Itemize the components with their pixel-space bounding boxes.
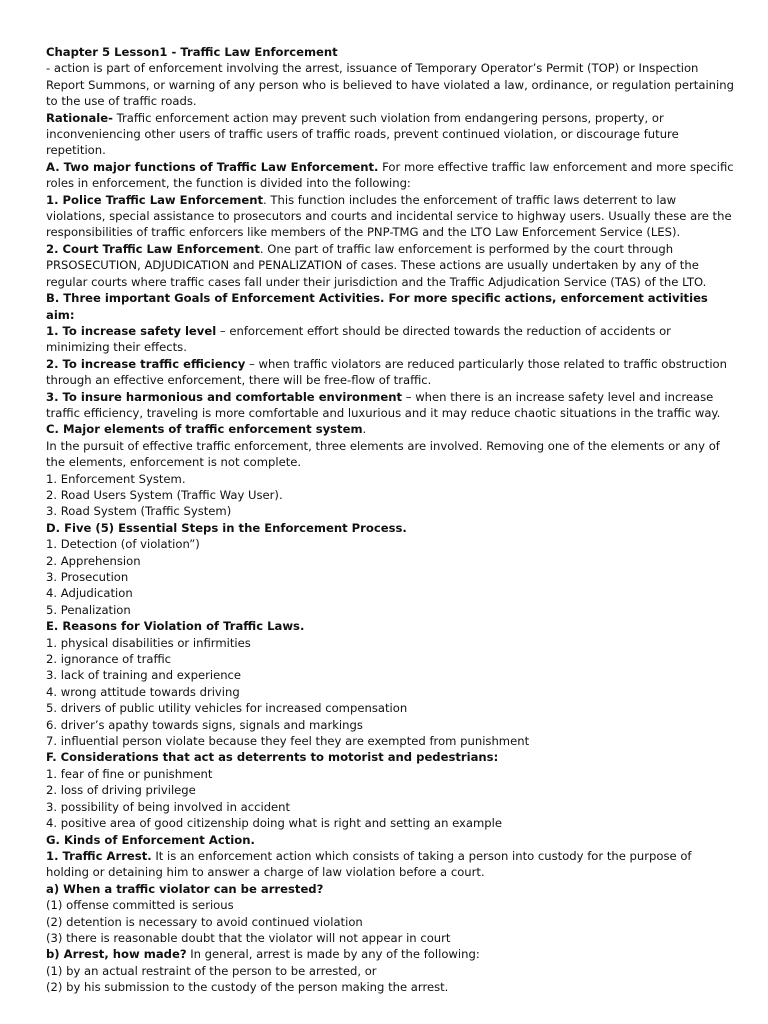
rationale-label: Rationale- — [46, 110, 113, 125]
section-g-item: 1. Traffic Arrest. It is an enforcement action which consists of taking a person into custody for the purpose of holding or detaining him to answer a charge of law violation before a court. — [46, 848, 692, 880]
list-item: (3) there is reasonable doubt that the violator will not appear in court — [46, 930, 451, 945]
section-b-item: 1. To increase safety level – enforcement effort should be directed towards the reduction of accidents or minimizing their effects. — [46, 323, 671, 355]
list-item: 2. Road Users System (Traffic Way User). — [46, 487, 283, 502]
section-g-heading: G. Kinds of Enforcement Action. — [46, 832, 255, 847]
section-b-item: 2. To increase traffic efficiency – when traffic violators are reduced particularly those related to traffic obstruction through an effective enforcement, there will be free-flow of traffic. — [46, 356, 727, 388]
list-item: (2) detention is necessary to avoid continued violation — [46, 914, 363, 929]
list-item: (1) by an actual restraint of the person to be arrested, or — [46, 963, 377, 978]
subsection-a-heading: a) When a traffic violator can be arrested? — [46, 881, 324, 896]
list-item: 1. fear of fine or punishment — [46, 766, 213, 781]
list-item: 1. Enforcement System. — [46, 471, 186, 486]
list-item: 1. Detection (of violation”) — [46, 537, 200, 552]
subsection-b-heading: b) Arrest, how made? In general, arrest is made by any of the following: — [46, 947, 480, 962]
list-item: 2. loss of driving privilege — [46, 783, 196, 798]
list-item: 3. possibility of being involved in accident — [46, 799, 291, 814]
list-item: (2) by his submission to the custody of the person making the arrest. — [46, 980, 449, 995]
list-item: 6. driver’s apathy towards signs, signals and markings — [46, 717, 363, 732]
list-item: 4. wrong attitude towards driving — [46, 684, 240, 699]
section-a-heading: A. Two major functions of Traffic Law Enforcement. For more effective traffic law enforcement and more specific roles in enforcement, the function is divided into the following: — [46, 159, 734, 191]
list-item: 2. Apprehension — [46, 553, 141, 568]
section-a-item: 2. Court Traffic Law Enforcement. One part of traffic law enforcement is performed by the court through PRSOSECUTION, ADJUDICATION and PENALIZATION of cases. These actions are usually undertaken by any of the regular courts where traffic cases fall under their jurisdiction and the Traffic Adjudication Service (TAS) of the LTO. — [46, 241, 707, 289]
list-item: 7. influential person violate because they feel they are exempted from punishment — [46, 734, 530, 749]
list-item: 1. physical disabilities or infirmities — [46, 635, 251, 650]
section-e-heading: E. Reasons for Violation of Traffic Laws. — [46, 619, 305, 634]
document-title: Chapter 5 Lesson1 - Traffic Law Enforcement — [46, 45, 338, 59]
section-d-heading: D. Five (5) Essential Steps in the Enforcement Process. — [46, 520, 407, 535]
document-page — [46, 44, 736, 996]
list-item: 4. positive area of good citizenship doing what is right and setting an example — [46, 816, 502, 831]
list-item: 3. Road System (Traffic System) — [46, 504, 232, 519]
list-item: 2. ignorance of traffic — [46, 652, 172, 667]
intro-paragraph: - action is part of enforcement involving the arrest, issuance of Temporary Operator’s Permit (TOP) or Inspection Report Summons, or warning of any person who is believed to have violated a law, ordinance, or regulation pertaining to the use of traffic roads. — [46, 61, 734, 109]
section-c-heading: C. Major elements of traffic enforcement system. — [46, 422, 367, 437]
section-f-heading: F. Considerations that act as deterrents to motorist and pedestrians: — [46, 750, 499, 765]
list-item: 5. Penalization — [46, 602, 131, 617]
list-item: 4. Adjudication — [46, 586, 133, 601]
section-a-item: 1. Police Traffic Law Enforcement. This function includes the enforcement of traffic laws deterrent to law violations, special assistance to prosecutors and courts and incidental service to highway users. Usually these are the responsibilities of traffic enforcers like members of the PNP-TMG and the LTO Law Enforcement Service (LES). — [46, 192, 732, 240]
section-b-item: 3. To insure harmonious and comfortable environment – when there is an increase safety level and increase traffic efficiency, traveling is more comfortable and luxurious and it may reduce chaotic situations in the traffic way. — [46, 389, 721, 420]
section-c-text: In the pursuit of effective traffic enforcement, three elements are involved. Removing one of the elements or any of the elements, enforcement is not complete. — [46, 438, 720, 470]
list-item: (1) offense committed is serious — [46, 898, 234, 913]
list-item: 5. drivers of public utility vehicles for increased compensation — [46, 701, 408, 716]
list-item: 3. Prosecution — [46, 570, 129, 584]
section-b-heading: B. Three important Goals of Enforcement Activities. For more specific actions, enforcement activities aim: — [46, 291, 708, 322]
list-item: 3. lack of training and experience — [46, 668, 242, 683]
rationale-paragraph: Rationale- Traffic enforcement action may prevent such violation from endangering persons, property, or inconveniencing other users of traffic users of traffic roads, prevent continued violation, or discourage future repetition. — [46, 110, 679, 158]
